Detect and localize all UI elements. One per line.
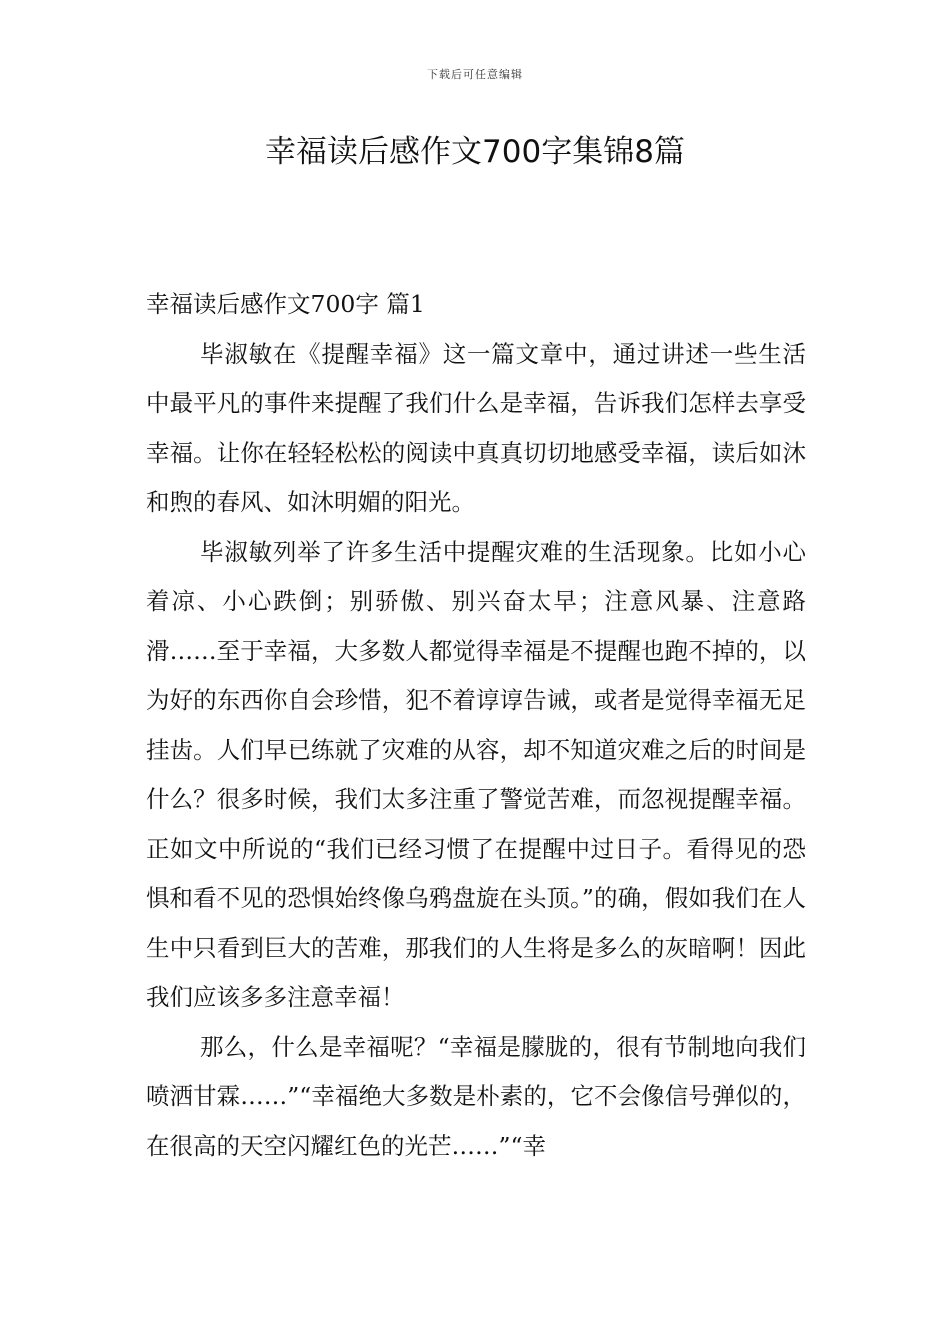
header-note: 下载后可任意编辑 — [427, 68, 523, 81]
paragraph-1: 毕淑敏在《提醒幸福》这一篇文章中，通过讲述一些生活中最平凡的事件来提醒了我们什么是幸福，告诉我们怎样去享受幸福。让你在轻轻松松的阅读中真真切切地感受幸福，读后如沐和煦的春风、如沐明媚的阳光。 — [146, 339, 806, 516]
page-title: 幸福读后感作文700字集锦8篇 — [265, 134, 685, 170]
paragraph-3: 那么，什么是幸福呢？“幸福是朦胧的，很有节制地向我们喷洒甘霖……”“幸福绝大多数是朴素的，它不会像信号弹似的，在很高的天空闪耀红色的光芒……”“幸 — [146, 1032, 806, 1160]
document-body — [146, 280, 806, 1171]
section-heading: 幸福读后感作文700字 篇1 — [146, 290, 425, 318]
paragraph-2: 毕淑敏列举了许多生活中提醒灾难的生活现象。比如小心着凉、小心跌倒；别骄傲、别兴奋太早；注意风暴、注意路滑……至于幸福，大多数人都觉得幸福是不提醒也跑不掉的，以为好的东西你自会珍惜，犯不着谆谆告诫，或者是觉得幸福无足挂齿。人们早已练就了灾难的从容，却不知道灾难之后的时间是什么？很多时候，我们太多注重了警觉苦难，而忽视提醒幸福。正如文中所说的“我们已经习惯了在提醒中过日子。看得见的恐惧和看不见的恐惧始终像乌鸦盘旋在头顶。”的确，假如我们在人生中只看到巨大的苦难，那我们的人生将是多么的灰暗啊！因此我们应该多多注意幸福！ — [146, 537, 806, 1011]
